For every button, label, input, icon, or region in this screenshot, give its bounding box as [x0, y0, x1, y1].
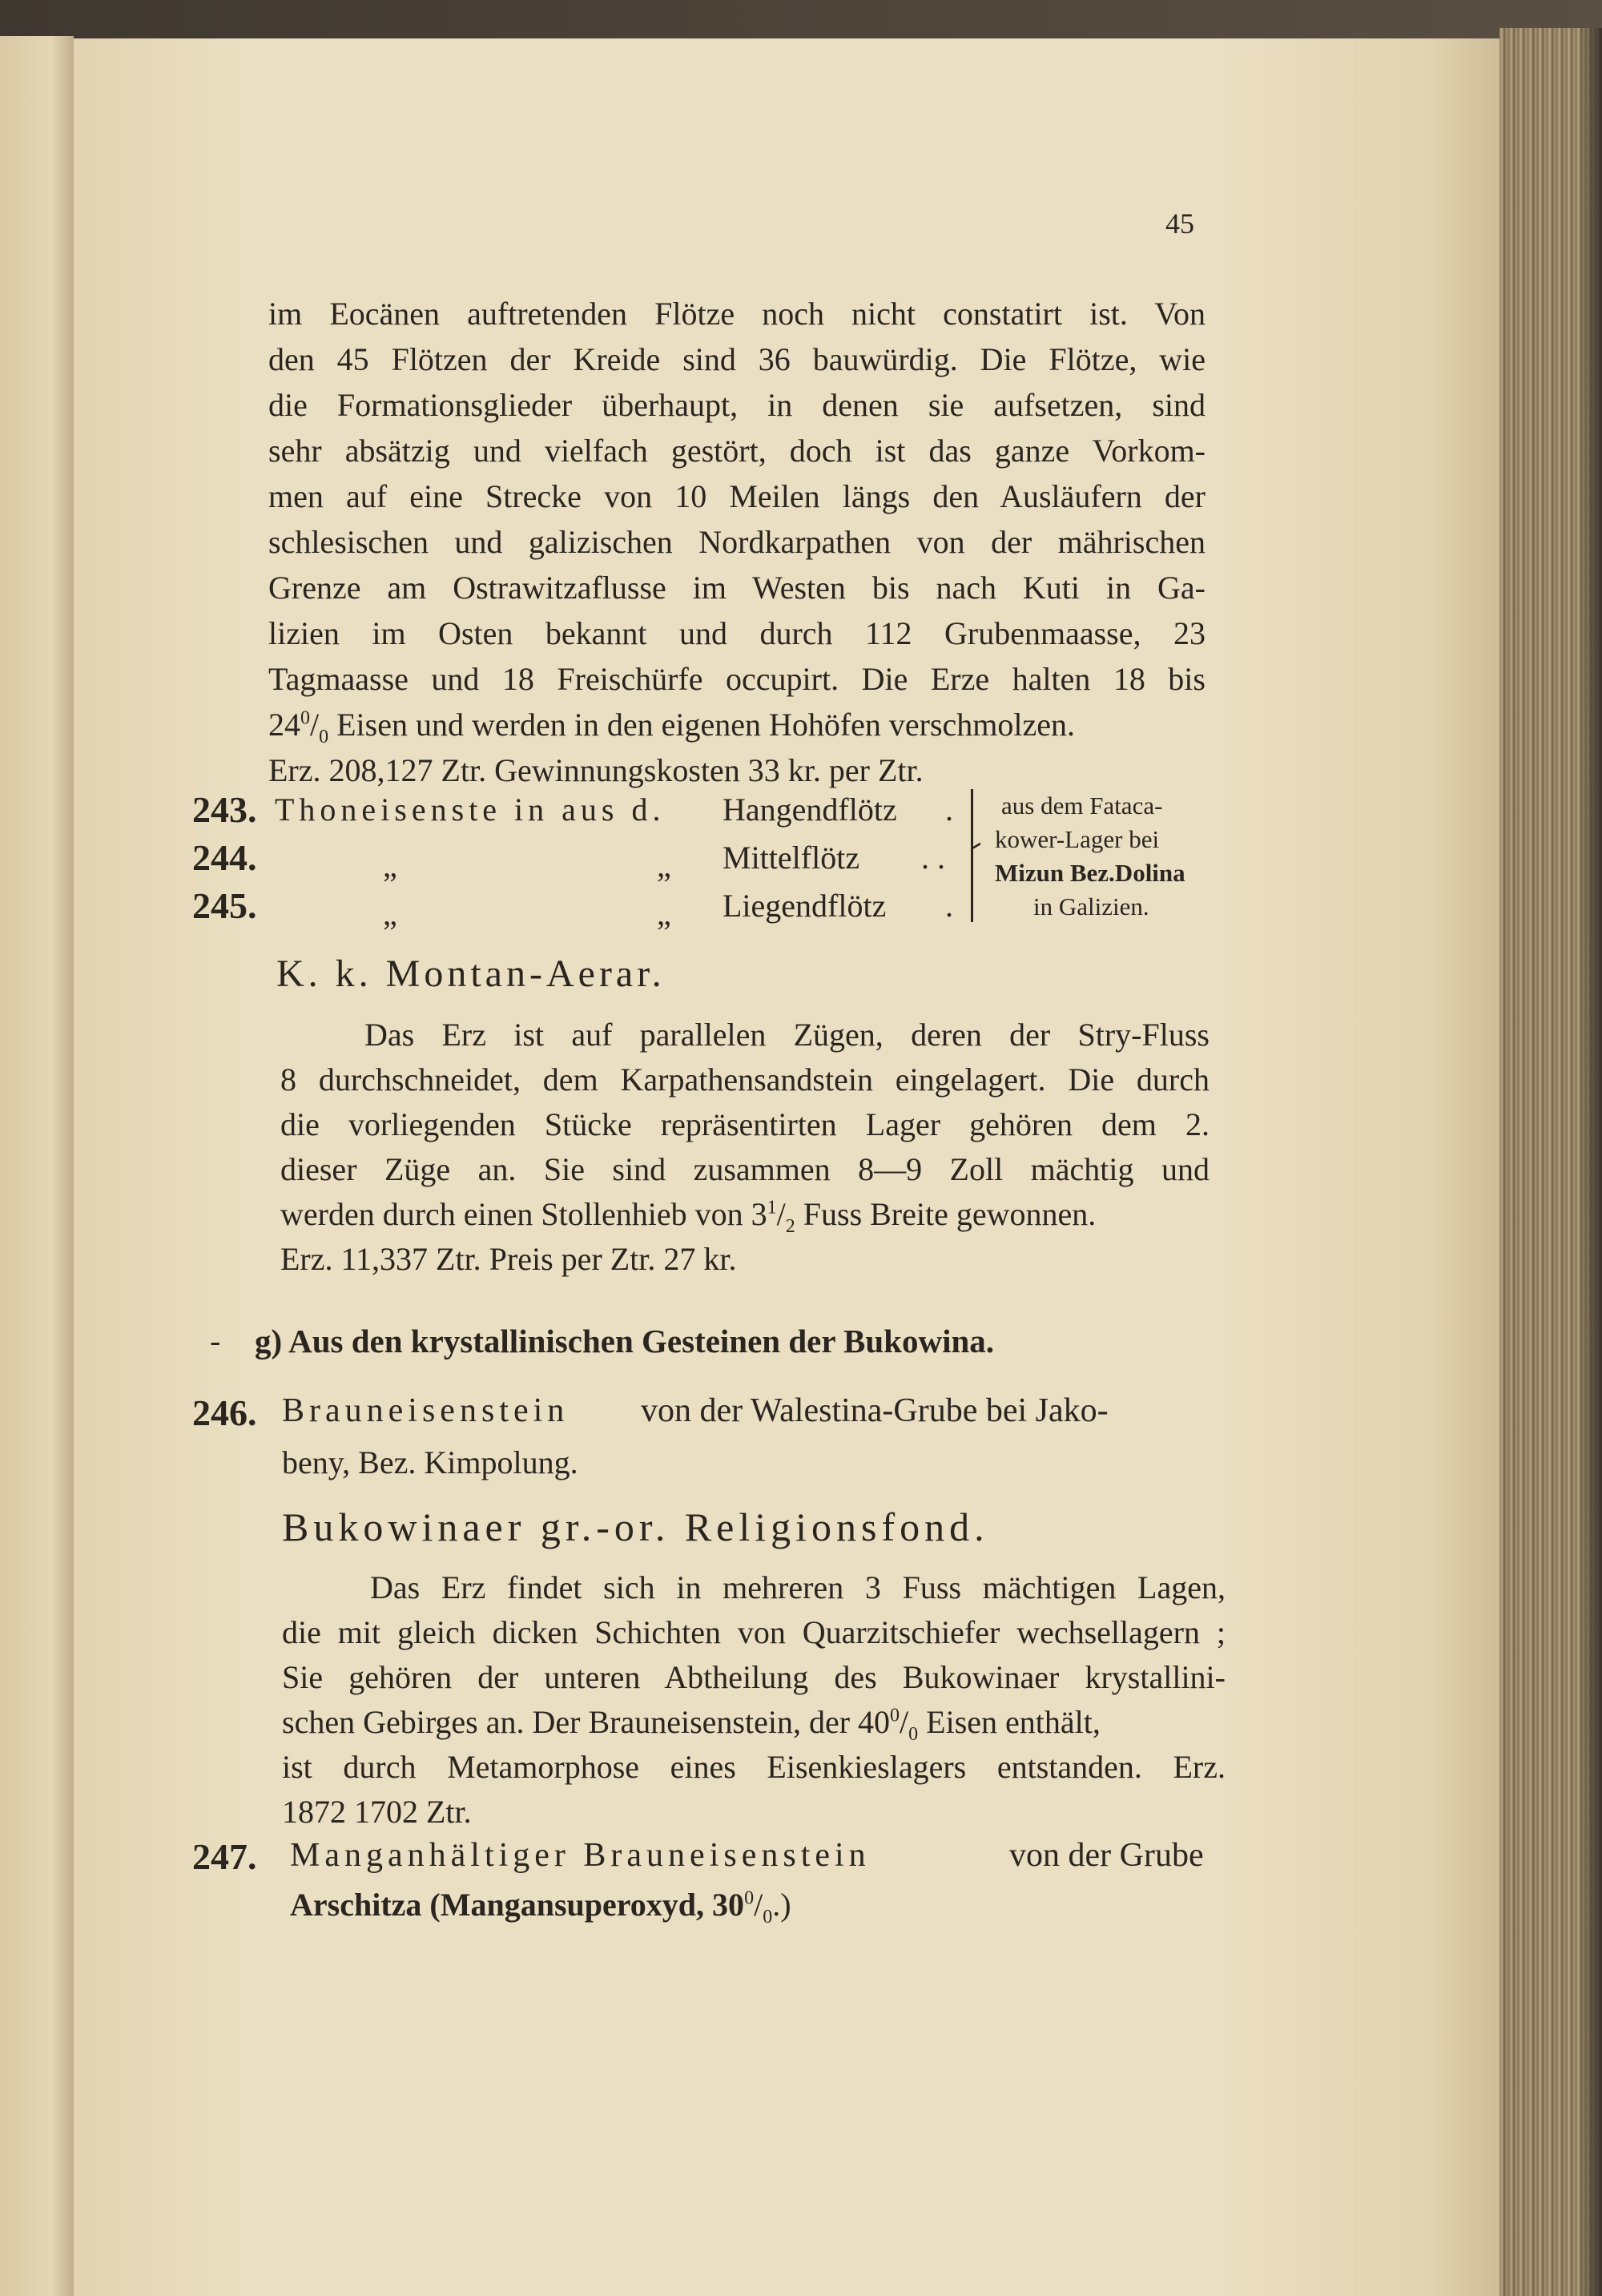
text-line: Tagmaasse und 18 Freischürfe occupirt. Die Erze halten 18 bis: [268, 661, 1206, 697]
seam-hangend: Hangendflötz: [723, 792, 897, 828]
text-line: 8 durchschneidet, dem Karpathensandstein eingelagert. Die durch: [280, 1061, 1210, 1098]
text-line: Das Erz ist auf parallelen Zügen, deren der Stry-Fluss: [364, 1017, 1210, 1053]
text-line: lizien im Osten bekannt und durch 112 Grubenmaasse, 23: [268, 615, 1206, 651]
brace-note-line: kower-Lager bei: [995, 825, 1160, 853]
text-line: 1872 1702 Ztr.: [282, 1794, 472, 1830]
text-line: die vorliegenden Stücke repräsentirten Lager gehören dem 2.: [280, 1106, 1210, 1142]
brace-note-line: in Galizien.: [1033, 892, 1149, 920]
brace-note-line: aus dem Fataca-: [1001, 792, 1163, 820]
text-line-with-percent: [282, 1702, 1101, 1743]
section-mark: ‐: [210, 1323, 221, 1359]
entry-number-247: 247.: [192, 1836, 257, 1877]
owner-heading-montan-aerar: K. k. Montan-Aerar.: [276, 953, 666, 995]
percent-sup: 0: [300, 707, 310, 729]
seam-mittel: Mittelflötz: [723, 840, 860, 876]
leader-dots: .: [945, 888, 953, 924]
text-line: im Eocänen auftretenden Flötze noch nicht constatirt ist. Von: [268, 296, 1206, 332]
percent-slash: /: [310, 707, 320, 743]
text-line: dieser Züge an. Sie sind zusammen 8—9 Zoll mächtig und: [280, 1151, 1210, 1187]
text-fragment: .): [772, 1887, 791, 1923]
percent-sub: 0: [763, 1907, 773, 1927]
entry-location-246: von der Walestina-Grube bei Jako-: [641, 1392, 1109, 1429]
fraction-slash: /: [776, 1196, 786, 1232]
entry-number-243: 243.: [192, 789, 257, 830]
text-line: die mit gleich dicken Schichten von Quarzitschiefer wechsellagern ;: [282, 1614, 1226, 1650]
previous-page-edge: [0, 36, 74, 2296]
entry-name-243: Thoneisenste in aus d.: [275, 792, 666, 828]
entry-name-247: Manganhältiger Brauneisenstein: [290, 1837, 871, 1874]
entry-name-246: Brauneisenstein: [282, 1392, 570, 1429]
leader-dots: . .: [921, 840, 945, 876]
percent-slash: /: [900, 1704, 909, 1740]
text-fragment: schen Gebirges an. Der Brauneisenstein, der 40: [282, 1704, 891, 1740]
ditto-mark: „: [383, 848, 397, 884]
text-fragment: Arschitza (Mangansuperoxyd, 30: [290, 1887, 745, 1923]
grouping-brace: [971, 789, 984, 922]
text-line: Erz. 11,337 Ztr. Preis per Ztr. 27 kr.: [280, 1241, 737, 1277]
percent-sub: 0: [908, 1724, 919, 1745]
page-stack-edge: [1499, 28, 1602, 2296]
ditto-mark: „: [383, 896, 397, 932]
owner-heading-religionsfond: Bukowinaer gr.-or. Religionsfond.: [282, 1504, 989, 1549]
section-heading-g: g) Aus den krystallinischen Gesteinen der Bukowina.: [255, 1323, 995, 1359]
entry-location-246-line2: beny, Bez. Kimpolung.: [282, 1444, 578, 1480]
brace-note-line: Mizun Bez.Dolina: [995, 859, 1185, 887]
text-line: die Formationsglieder überhaupt, in denen sie aufsetzen, sind: [268, 387, 1206, 423]
percent-sub: 0: [319, 727, 329, 747]
text-line: Grenze am Ostrawitzaflusse im Westen bis nach Kuti in Ga-: [268, 570, 1206, 606]
entry-247-composition: [290, 1884, 791, 1926]
text-fragment: Fuss Breite gewonnen.: [795, 1196, 1097, 1232]
text-line: schlesischen und galizischen Nordkarpathen von der mährischen: [268, 524, 1206, 560]
text-line: ist durch Metamorphose eines Eisenkieslagers entstanden. Erz.: [282, 1749, 1226, 1785]
text-fragment: Eisen und werden in den eigenen Hohöfen verschmolzen.: [328, 707, 1076, 743]
text-line-with-fraction: [280, 1194, 1096, 1235]
entry-number-246: 246.: [192, 1392, 257, 1433]
text-line: Erz. 208,127 Ztr. Gewinnungskosten 33 kr. per Ztr.: [268, 752, 924, 788]
text-line: den 45 Flötzen der Kreide sind 36 bauwürdig. Die Flötze, wie: [268, 341, 1206, 377]
percent-slash: /: [754, 1887, 763, 1923]
ditto-mark: „: [657, 848, 671, 884]
text-line-with-percent: [268, 704, 1075, 746]
text-fragment: 24: [268, 707, 300, 743]
percent-sup: 0: [744, 1887, 755, 1909]
text-line: Das Erz findet sich in mehreren 3 Fuss mächtigen Lagen,: [370, 1569, 1226, 1605]
text-fragment: werden durch einen Stollenhieb von 3: [280, 1196, 767, 1232]
ditto-mark: „: [657, 896, 671, 932]
text-line: sehr absätzig und vielfach gestört, doch ist das ganze Vorkom-: [268, 433, 1206, 469]
fraction-sup: 1: [767, 1197, 777, 1218]
percent-sup: 0: [890, 1705, 900, 1726]
entry-number-244: 244.: [192, 837, 257, 878]
entry-number-245: 245.: [192, 885, 257, 926]
leader-dots: .: [945, 792, 953, 828]
fraction-sub: 2: [785, 1216, 795, 1237]
entry-location-247: von der Grube: [1009, 1837, 1204, 1874]
text-line: Sie gehören der unteren Abtheilung des Bukowinaer krystallini-: [282, 1659, 1226, 1695]
text-line: men auf eine Strecke von 10 Meilen längs den Ausläufern der: [268, 478, 1206, 514]
text-fragment: Eisen enthält,: [918, 1704, 1101, 1740]
seam-liegend: Liegendflötz: [723, 888, 887, 924]
page-number: 45: [1165, 207, 1194, 240]
